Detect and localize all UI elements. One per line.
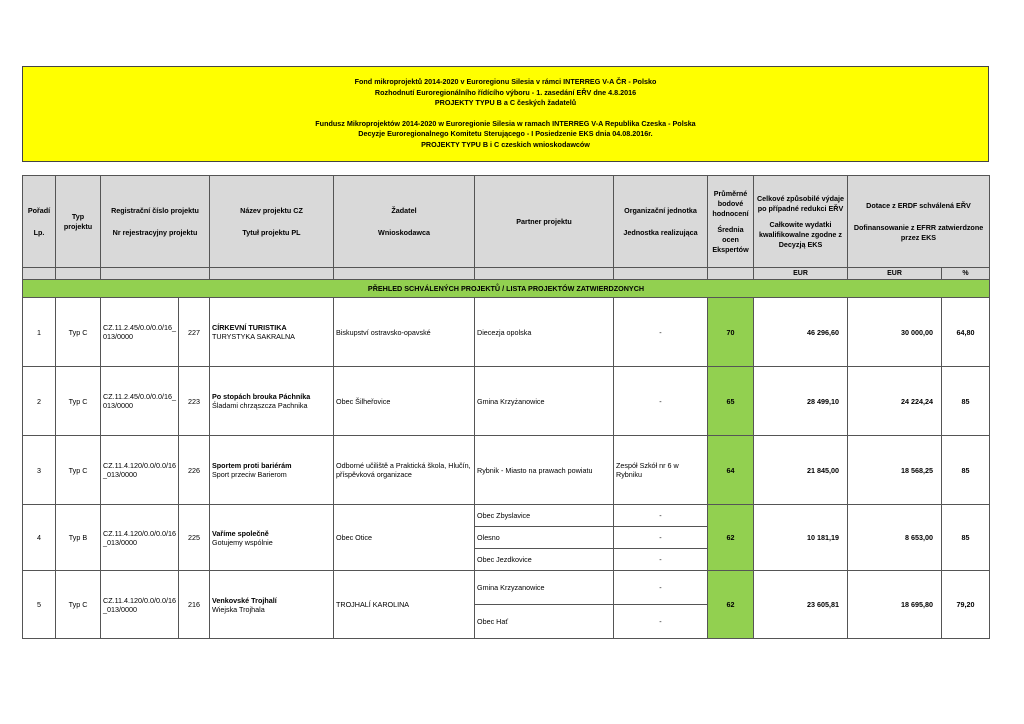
project-eligible-costs: 28 499,10 — [754, 367, 848, 436]
project-partner: Obec Jezdkovice — [475, 549, 614, 571]
project-score: 65 — [708, 367, 754, 436]
project-number: 216 — [179, 571, 210, 639]
header-partner: Partner projektu — [475, 176, 614, 268]
project-registration-number: CZ.11.4.120/0.0/0.0/16_013/0000 — [101, 436, 179, 505]
header-score: Průměrné bodové hodnocení Średnia ocen Ekspertów — [708, 176, 754, 268]
project-registration-number: CZ.11.4.120/0.0/0.0/16_013/0000 — [101, 505, 179, 571]
project-organizational-unit: - — [614, 571, 708, 605]
project-name: Sportem proti bariérám Sport przeciw Barierom — [210, 436, 334, 505]
projects-table — [22, 175, 990, 639]
document-title-banner — [22, 66, 989, 162]
header-applicant: Žadatel Wnioskodawca — [334, 176, 475, 268]
project-type: Typ C — [56, 571, 101, 639]
header-type: Typ projektu — [56, 176, 101, 268]
project-number: 223 — [179, 367, 210, 436]
title-pl-line-2: Decyzje Euroregionalnego Komitetu Sterującego - I Posiedzenie EKS dnia 04.08.2016r. — [358, 129, 653, 138]
table-row — [23, 298, 990, 367]
project-registration-number: CZ.11.4.120/0.0/0.0/16_013/0000 — [101, 571, 179, 639]
header-project-name: Název projektu CZ Tytuł projektu PL — [210, 176, 334, 268]
project-partner: Obec Hať — [475, 605, 614, 639]
project-partner: Gmina Krzyżanowice — [475, 367, 614, 436]
project-score: 64 — [708, 436, 754, 505]
project-number: 226 — [179, 436, 210, 505]
project-organizational-unit: - — [614, 367, 708, 436]
title-cz-line-2: Rozhodnutí Euroregionálního řídícího výboru - 1. zasedání EŘV dne 4.8.2016 — [374, 87, 637, 97]
header-erdf-grant: Dotace z ERDF schválená EŘV Dofinansowanie z EFRR zatwierdzone przez EKS — [848, 176, 990, 268]
project-organizational-unit: - — [614, 505, 708, 527]
project-score: 70 — [708, 298, 754, 367]
section-row — [23, 280, 990, 298]
project-type: Typ C — [56, 298, 101, 367]
table-row — [23, 571, 990, 605]
project-organizational-unit: - — [614, 298, 708, 367]
project-grant: 24 224,24 — [848, 367, 942, 436]
project-partner: Olesno — [475, 527, 614, 549]
project-order: 3 — [23, 436, 56, 505]
project-name: CÍRKEVNÍ TURISTIKA TURYSTYKA SAKRALNA — [210, 298, 334, 367]
project-order: 1 — [23, 298, 56, 367]
project-registration-number: CZ.11.2.45/0.0/0.0/16_013/0000 — [101, 367, 179, 436]
project-grant-percent: 79,20 — [942, 571, 990, 639]
project-applicant: Obec Otice — [334, 505, 475, 571]
project-number: 227 — [179, 298, 210, 367]
table-row — [23, 505, 990, 527]
project-name: Vaříme společně Gotujemy wspólnie — [210, 505, 334, 571]
project-organizational-unit: - — [614, 549, 708, 571]
unit-eur-costs: EUR — [754, 268, 848, 280]
title-cz-line-1: Fond mikroprojektů 2014-2020 v Euroregionu Silesia v rámci INTERREG V-A ČR - Polsko — [354, 77, 657, 86]
project-name: Po stopách brouka Páchníka Śladami chrząszcza Pachnika — [210, 367, 334, 436]
project-name: Venkovské Trojhalí Wiejska Trojhala — [210, 571, 334, 639]
header-organizational-unit: Organizační jednotka Jednostka realizująca — [614, 176, 708, 268]
table-header-row — [23, 176, 990, 268]
title-pl-line-3: PROJEKTY TYPU B i C czeskich wnioskodawców — [421, 139, 590, 149]
unit-percent: % — [942, 268, 990, 280]
project-organizational-unit: - — [614, 527, 708, 549]
project-grant-percent: 64,80 — [942, 298, 990, 367]
project-score: 62 — [708, 505, 754, 571]
project-type: Typ C — [56, 436, 101, 505]
project-applicant: Biskupství ostravsko-opavské — [334, 298, 475, 367]
project-type: Typ C — [56, 367, 101, 436]
project-applicant: TROJHALÍ KAROLINA — [334, 571, 475, 639]
header-order: Pořadí Lp. — [23, 176, 56, 268]
project-score: 62 — [708, 571, 754, 639]
project-grant-percent: 85 — [942, 367, 990, 436]
project-registration-number: CZ.11.2.45/0.0/0.0/16_013/0000 — [101, 298, 179, 367]
title-pl-line-1: Fundusz Mikroprojektów 2014-2020 w Euroregionie Silesia w ramach INTERREG V-A Republika Czeska - Polska — [315, 118, 696, 128]
project-type: Typ B — [56, 505, 101, 571]
section-title: PŘEHLED SCHVÁLENÝCH PROJEKTŮ / LISTA PROJEKTÓW ZATWIERDZONYCH — [23, 280, 990, 298]
table-row — [23, 367, 990, 436]
project-eligible-costs: 21 845,00 — [754, 436, 848, 505]
project-eligible-costs: 10 181,19 — [754, 505, 848, 571]
project-organizational-unit: - — [614, 605, 708, 639]
project-applicant: Odborné učiliště a Praktická škola, Hlučín, příspěvková organizace — [334, 436, 475, 505]
project-order: 5 — [23, 571, 56, 639]
project-order: 4 — [23, 505, 56, 571]
project-grant: 18 695,80 — [848, 571, 942, 639]
project-partner: Gmina Krzyzanowice — [475, 571, 614, 605]
project-partner: Obec Zbyslavice — [475, 505, 614, 527]
units-row — [23, 268, 990, 280]
header-eligible-costs: Celkové způsobilé výdaje po případné redukci EŘV Całkowite wydatki kwalifikowalne zgodne z Decyzją EKS — [754, 176, 848, 268]
project-grant: 18 568,25 — [848, 436, 942, 505]
project-eligible-costs: 23 605,81 — [754, 571, 848, 639]
project-order: 2 — [23, 367, 56, 436]
project-applicant: Obec Šilheřovice — [334, 367, 475, 436]
project-grant: 8 653,00 — [848, 505, 942, 571]
project-eligible-costs: 46 296,60 — [754, 298, 848, 367]
title-cz-line-3: PROJEKTY TYPU B a C českých žadatelů — [434, 98, 577, 107]
project-partner: Diecezja opolska — [475, 298, 614, 367]
header-registration-number: Registrační číslo projektu Nr rejestracyjny projektu — [101, 176, 210, 268]
table-row — [23, 436, 990, 505]
project-grant: 30 000,00 — [848, 298, 942, 367]
unit-eur-grant: EUR — [848, 268, 942, 280]
project-number: 225 — [179, 505, 210, 571]
project-organizational-unit: Zespół Szkół nr 6 w Rybniku — [614, 436, 708, 505]
project-partner: Rybnik - Miasto na prawach powiatu — [475, 436, 614, 505]
project-grant-percent: 85 — [942, 505, 990, 571]
project-grant-percent: 85 — [942, 436, 990, 505]
